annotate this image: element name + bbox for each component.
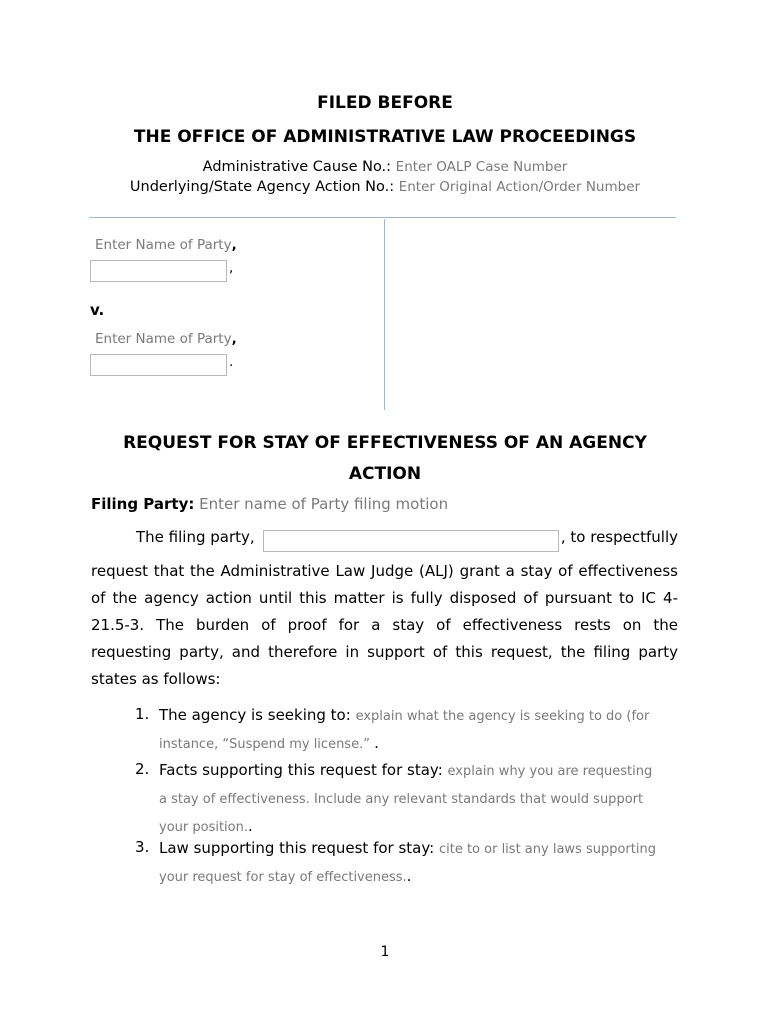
list-item-1-number: 1. bbox=[135, 705, 150, 723]
header-divider bbox=[89, 217, 676, 218]
cause-number-label: Administrative Cause No.: bbox=[202, 159, 396, 175]
list-item-1-input[interactable]: explain what the agency is seeking to do (for bbox=[355, 709, 650, 724]
party2-row bbox=[95, 331, 237, 347]
list-item-2-input[interactable]: explain why you are requesting bbox=[447, 764, 653, 779]
page-number: 1 bbox=[380, 944, 390, 960]
list-item-2-input-end[interactable]: your position. bbox=[159, 820, 248, 835]
list-item-3-input[interactable]: cite to or list any laws supporting bbox=[438, 842, 656, 857]
filing-party-row bbox=[91, 495, 448, 513]
party1-role-field[interactable] bbox=[90, 260, 227, 282]
list-item-1-input-cont[interactable]: instance, “Suspend my license.” bbox=[159, 737, 375, 752]
body-line-6: states as follows: bbox=[91, 670, 221, 688]
agency-action-input[interactable]: Enter Original Action/Order Number bbox=[398, 179, 641, 195]
list-item-2-number: 2. bbox=[135, 760, 150, 778]
office-heading: THE OFFICE OF ADMINISTRATIVE LAW PROCEEDINGS bbox=[133, 127, 637, 147]
body-lead: The filing party, bbox=[136, 528, 255, 546]
list-item-2-label: Facts supporting this request for stay: bbox=[159, 761, 448, 779]
request-title-line1: REQUEST FOR STAY OF EFFECTIVENESS OF AN AGENCY bbox=[123, 433, 647, 453]
list-item-3-period: . bbox=[406, 867, 412, 885]
list-item-1 bbox=[159, 702, 679, 758]
party2-comma: , bbox=[231, 331, 237, 347]
party2-name-input[interactable]: Enter Name of Party bbox=[95, 331, 232, 347]
cause-number-row bbox=[0, 159, 770, 175]
list-item-2 bbox=[159, 757, 679, 841]
party1-comma: , bbox=[231, 237, 237, 253]
versus-label: v. bbox=[90, 301, 105, 319]
party1-suffix: , bbox=[229, 260, 234, 276]
list-item-3 bbox=[159, 835, 679, 891]
agency-action-row bbox=[0, 179, 770, 195]
filing-party-name-field[interactable] bbox=[263, 530, 559, 552]
party2-role-field[interactable] bbox=[90, 354, 227, 376]
filing-party-input[interactable]: Enter name of Party filing motion bbox=[199, 495, 449, 513]
filing-party-label: Filing Party: bbox=[91, 495, 195, 513]
list-item-1-label: The agency is seeking to: bbox=[159, 706, 356, 724]
body-line-3: of the agency action until this matter is fully disposed of pursuant to IC 4- bbox=[91, 589, 678, 607]
list-item-3-label: Law supporting this request for stay: bbox=[159, 839, 439, 857]
party1-row bbox=[95, 237, 237, 253]
agency-action-label: Underlying/State Agency Action No.: bbox=[129, 179, 399, 195]
list-item-3-input-cont[interactable]: your request for stay of effectiveness. bbox=[159, 870, 407, 885]
list-item-2-period: . bbox=[248, 817, 253, 835]
party2-suffix: . bbox=[229, 354, 234, 370]
caption-divider bbox=[384, 219, 385, 410]
cause-number-input[interactable]: Enter OALP Case Number bbox=[395, 159, 568, 175]
body-line-2: request that the Administrative Law Judge (ALJ) grant a stay of effectiveness bbox=[91, 562, 678, 580]
party1-name-input[interactable]: Enter Name of Party bbox=[95, 237, 232, 253]
body-line-5: requesting party, and therefore in support of this request, the filing party bbox=[91, 643, 678, 661]
body-line-4: 21.5-3. The burden of proof for a stay of effectiveness rests on the bbox=[91, 616, 678, 634]
list-item-2-input-cont[interactable]: a stay of effectiveness. Include any relevant standards that would support bbox=[159, 792, 644, 807]
list-item-3-number: 3. bbox=[135, 838, 150, 856]
list-item-1-period: . bbox=[374, 734, 379, 752]
body-lead-after: , to respectfully bbox=[560, 528, 678, 546]
request-title-line2: ACTION bbox=[348, 464, 422, 484]
filed-before-heading: FILED BEFORE bbox=[317, 93, 453, 113]
